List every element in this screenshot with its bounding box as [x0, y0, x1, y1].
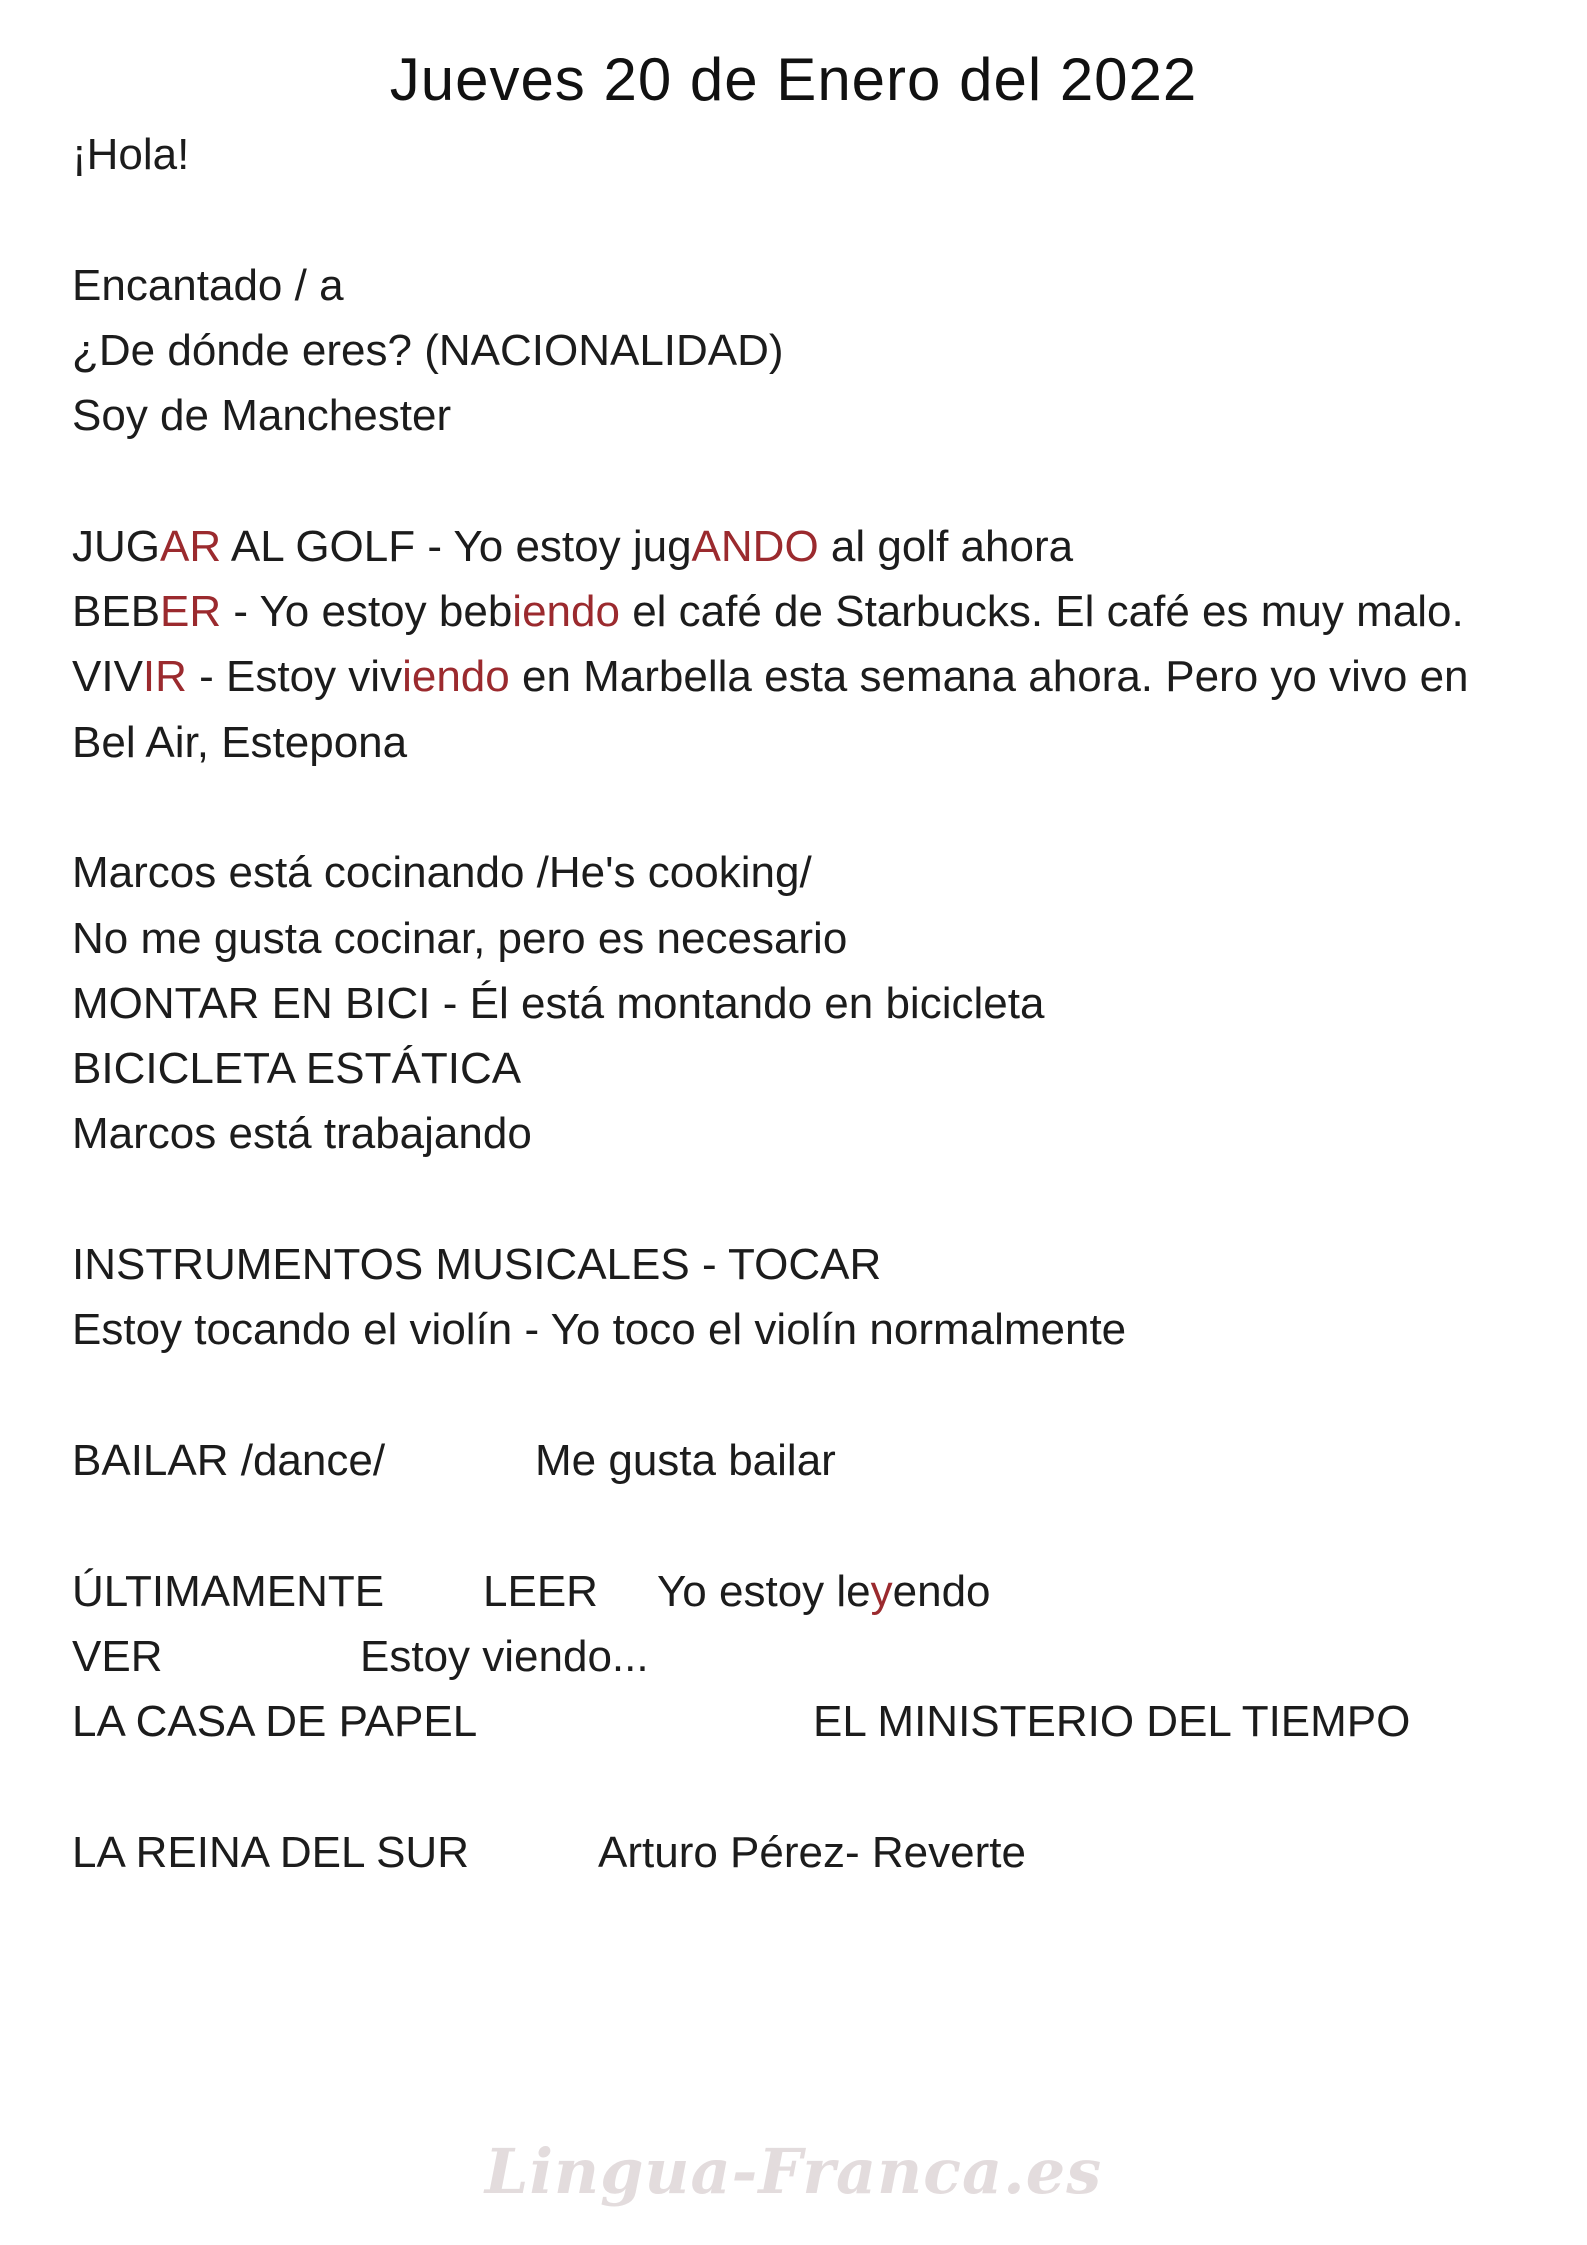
- marcos-line-3: MONTAR EN BICI - Él está montando en bicicleta: [72, 978, 1045, 1028]
- lesson-notes: [72, 122, 1522, 1885]
- sentence-text: al golf ahora: [818, 521, 1074, 571]
- verb-stem: JUG: [72, 521, 160, 571]
- series-title-1: LA CASA DE PAPEL: [72, 1697, 478, 1747]
- spacer: [72, 775, 1522, 840]
- series-line: [72, 1689, 1522, 1754]
- intro-line-1: Encantado / a: [72, 260, 344, 310]
- sentence-text: AL GOLF - Yo estoy jug: [221, 521, 692, 571]
- marcos-line-2: No me gusta cocinar, pero es necesario: [72, 913, 848, 963]
- leer-example: [657, 1559, 991, 1624]
- marcos-line-1: Marcos está cocinando /He's cooking/: [72, 848, 812, 898]
- instrumentos-line-2: Estoy tocando el violín - Yo toco el violín normalmente: [72, 1305, 1127, 1355]
- sentence-text: Yo estoy le: [657, 1566, 871, 1616]
- ver-example: Estoy viendo...: [360, 1631, 649, 1681]
- sentence-text: - Estoy viv: [186, 652, 403, 702]
- sentence-text: en Marbella esta semana ahora. Pero yo vivo en Bel Air, Estepona: [72, 652, 1469, 767]
- beber-line: [72, 579, 1522, 644]
- verb-ending: ER: [160, 587, 222, 637]
- book-author: Arturo Pérez- Reverte: [598, 1827, 1026, 1877]
- sentence-text: - Yo estoy beb: [221, 587, 513, 637]
- gerund-ending: iendo: [402, 652, 510, 702]
- bailar-example: Me gusta bailar: [535, 1435, 836, 1485]
- gerund-ending: iendo: [512, 587, 620, 637]
- sentence-text: el café de Starbucks. El café es muy malo.: [619, 587, 1464, 637]
- jugar-line: [72, 514, 1522, 579]
- page-title: Jueves 20 de Enero del 2022: [389, 46, 1198, 113]
- intro-line-2: ¿De dónde eres? (NACIONALIDAD): [72, 325, 784, 375]
- spacer: [72, 1167, 1522, 1232]
- spacer: [72, 187, 1522, 252]
- verb-ending: IR: [142, 652, 187, 702]
- irregular-letter: y: [870, 1566, 893, 1616]
- spacer: [72, 448, 1522, 513]
- sentence-text: endo: [892, 1566, 991, 1616]
- marcos-line-4: BICICLETA ESTÁTICA: [72, 1044, 522, 1094]
- instrumentos-line-1: INSTRUMENTOS MUSICALES - TOCAR: [72, 1240, 882, 1290]
- greeting: ¡Hola!: [72, 130, 190, 179]
- reina-line: [72, 1820, 1522, 1885]
- leer-label: LEER: [483, 1566, 598, 1616]
- verb-stem: BEB: [72, 587, 161, 637]
- spacer: [72, 1754, 1522, 1819]
- ver-line: [72, 1624, 1522, 1689]
- bailar-line: [72, 1428, 1522, 1493]
- intro-line-3: Soy de Manchester: [72, 391, 452, 441]
- vivir-line: [72, 644, 1522, 775]
- verb-ending: AR: [160, 521, 222, 571]
- book-title: LA REINA DEL SUR: [72, 1827, 469, 1877]
- bailar-label: BAILAR /dance/: [72, 1435, 386, 1485]
- spacer: [72, 1493, 1522, 1558]
- ver-label: VER: [72, 1631, 163, 1681]
- gerund-ending: ANDO: [691, 521, 819, 571]
- spacer: [72, 1363, 1522, 1428]
- series-title-2: EL MINISTERIO DEL TIEMPO: [813, 1697, 1411, 1747]
- watermark-logo: Lingua-Franca.es: [484, 2135, 1103, 2208]
- marcos-line-5: Marcos está trabajando: [72, 1109, 532, 1159]
- verb-stem: VIV: [72, 652, 143, 702]
- ultimamente-line: [72, 1559, 1522, 1624]
- ultimamente-label: ÚLTIMAMENTE: [72, 1566, 385, 1616]
